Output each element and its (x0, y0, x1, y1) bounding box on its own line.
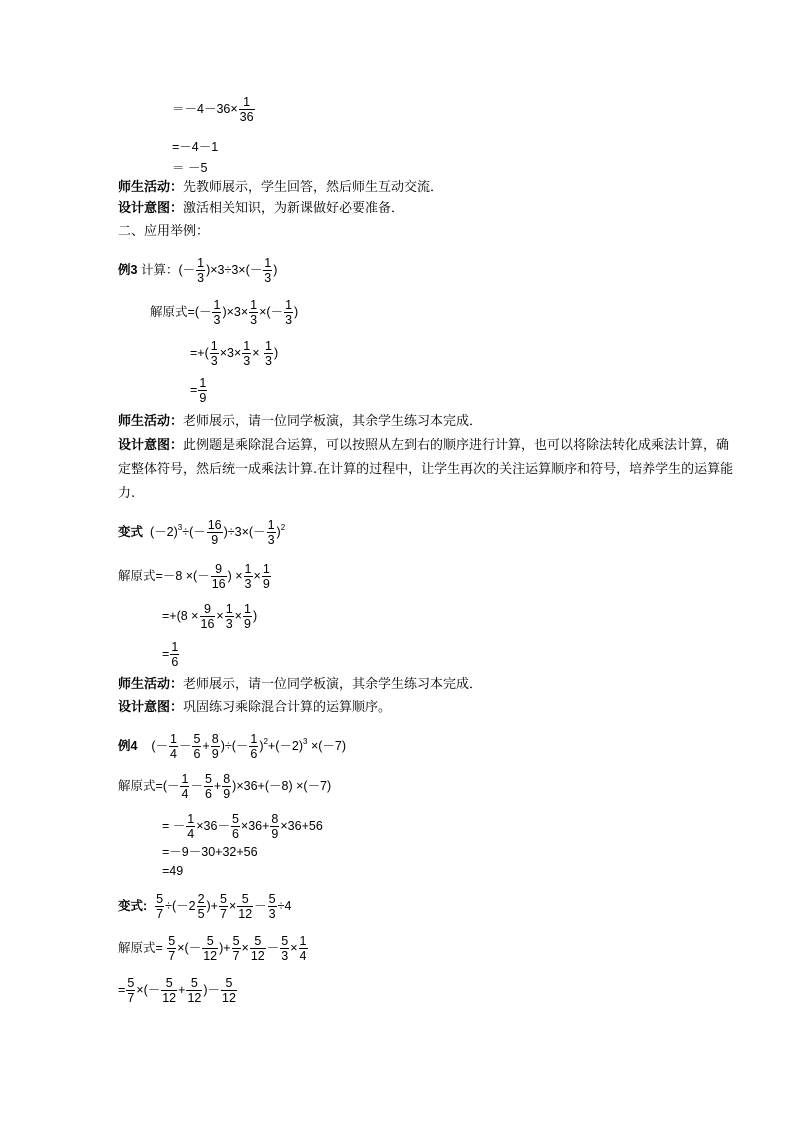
ex4-solution-line-1: 解原式=(－ $\frac{1}{4}$ － $\frac{5}{6}$ + $\frac{8}{9}$ )×36+(－8) ×(－7) (118, 772, 332, 801)
fraction: $\frac{5}{7}$ (168, 934, 176, 963)
fraction: $\frac{9}{16}$ (211, 562, 226, 591)
fraction: $\frac{1}{3}$ (267, 518, 275, 547)
ex4-solution-line-2: = － $\frac{1}{4}$ ×36－ $\frac{5}{6}$ ×36+ $\frac{8}{9}$ ×36+56 (162, 812, 323, 841)
fraction: $\frac{9}{16}$ (200, 602, 215, 631)
fraction: $\frac{1}{3}$ (213, 298, 221, 327)
fraction: $\frac{1}{3}$ (265, 339, 272, 368)
var1-solution-line-3: = $\frac{1}{6}$ (162, 640, 179, 669)
calc-line-2: =－4－1 (172, 140, 219, 154)
intent-1: 设计意图：激活相关知识，为新课做好必要准备． (118, 201, 405, 216)
intent-3: 设计意图：巩固练习乘除混合计算的运算顺序。 (118, 700, 392, 715)
intent-2: 设计意图：此例题是乘除混合运算，可以按照从左到右的顺序进行计算，也可以将除法转化成乘法计算，确定整体符号，然后统一成乘法计算.在计算的过程中，让学生再次的关注运算顺序和符号，培养学生的运算能力. (118, 438, 734, 501)
fraction: $\frac{5}{12}$ (162, 976, 177, 1005)
fraction: $\frac{5}{3}$ (281, 934, 289, 963)
fraction: $\frac{1}{6}$ (250, 732, 258, 761)
fraction: $\frac{1}{36}$ (239, 95, 254, 124)
fraction: $\frac{5}{7}$ (219, 892, 227, 921)
fraction: $\frac{5}{6}$ (204, 772, 212, 801)
fraction: $\frac{5}{7}$ (156, 892, 164, 921)
variant-2: 变式: $\frac{5}{7}$ ÷(－2 $\frac{2}{5}$ )+ $\frac{5}{7}$ × $\frac{5}{12}$ － $\frac{5}{3}$ ÷4 (118, 892, 292, 921)
variant-1: 变式 $(-2)^3\div(-$ $\frac{16}{9}$ )÷3×(－ $\frac{1}{3}$ )$^2$ (118, 518, 286, 547)
var1-solution-line-1: 解原式=－8 ×(－ $\frac{9}{16}$ ) × $\frac{1}{3}$ × $\frac{1}{9}$ (118, 562, 270, 591)
fraction: $\frac{5}{7}$ (232, 934, 240, 963)
fraction: $\frac{5}{12}$ (238, 892, 253, 921)
fraction: $\frac{2}{5}$ (197, 892, 205, 921)
fraction: $\frac{5}{6}$ (231, 812, 239, 841)
fraction: $\frac{1}{6}$ (171, 640, 179, 669)
calc-text: ＝－4－36× (172, 101, 238, 116)
example-3: 例3 计算：(－ $\frac{1}{3}$ )×3÷3×(－ $\frac{1}{3}$ ) (118, 256, 278, 285)
fraction: $\frac{8}{9}$ (271, 812, 279, 841)
fraction: $\frac{5}{6}$ (193, 732, 201, 761)
fraction: $\frac{1}{3}$ (210, 339, 218, 368)
fraction: $\frac{1}{3}$ (244, 562, 252, 591)
fraction: $\frac{5}{12}$ (203, 934, 218, 963)
ex4-solution-line-3: =－9－30+32+56 (162, 845, 258, 859)
fraction: $\frac{1}{4}$ (170, 732, 177, 761)
activity-2: 师生活动：老师展示，请一位同学板演，其余学生练习本完成． (118, 414, 483, 429)
fraction: $\frac{1}{9}$ (199, 376, 207, 405)
fraction: $\frac{1}{4}$ (299, 934, 307, 963)
fraction: $\frac{1}{4}$ (187, 812, 195, 841)
fraction: $\frac{1}{3}$ (243, 339, 251, 368)
fraction: $\frac{5}{12}$ (222, 976, 236, 1005)
fraction: $\frac{1}{3}$ (250, 298, 258, 327)
fraction: $\frac{5}{12}$ (187, 976, 202, 1005)
calc-line-3: ＝ －5 (172, 161, 208, 175)
ex3-solution-line-2: =+( $\frac{1}{3}$ ×3× $\frac{1}{3}$ × $\frac{1}{3}$ ) (190, 339, 279, 368)
fraction: $\frac{5}{12}$ (250, 934, 265, 963)
fraction: $\frac{1}{9}$ (243, 602, 251, 631)
var2-solution-line-2: = $\frac{5}{7}$ ×(－ $\frac{5}{12}$ + $\frac{5}{12}$ )－ $\frac{5}{12}$ (118, 976, 236, 1005)
fraction: $\frac{1}{3}$ (197, 256, 205, 285)
ex3-solution-line-3: = $\frac{1}{9}$ (190, 376, 207, 405)
calc-line-1 (172, 95, 256, 124)
fraction: $\frac{8}{9}$ (211, 732, 219, 761)
ex4-solution-line-4: =49 (162, 864, 184, 878)
fraction: $\frac{5}{7}$ (127, 976, 135, 1005)
fraction: $\frac{1}{3}$ (225, 602, 233, 631)
activity-3: 师生活动：老师展示，请一位同学板演，其余学生练习本完成． (118, 677, 483, 692)
var2-solution-line-1: 解原式= $\frac{5}{7}$ ×(－ $\frac{5}{12}$ )+ $\frac{5}{7}$ × $\frac{5}{12}$ － $\frac{5}{3}$ × $\frac{1}{4}$ (118, 934, 307, 963)
ex3-solution-line-1: 解原式=(－ $\frac{1}{3}$ )×3× $\frac{1}{3}$ ×(－ $\frac{1}{3}$ ) (150, 298, 299, 327)
fraction: $\frac{1}{4}$ (181, 772, 189, 801)
example-4: 例4 (－ $\frac{1}{4}$ － $\frac{5}{6}$ + $\frac{8}{9}$ )÷(－ $\frac{1}{6}$ )$^2+(-2)^3 \times(-7)$ (118, 732, 347, 761)
fraction: $\frac{1}{3}$ (285, 298, 293, 327)
fraction: $\frac{1}{3}$ (264, 256, 272, 285)
fraction: $\frac{1}{9}$ (262, 562, 270, 591)
fraction: $\frac{8}{9}$ (223, 772, 231, 801)
section-heading: 二、应用举例： (118, 224, 210, 239)
fraction: $\frac{5}{3}$ (268, 892, 276, 921)
var1-solution-line-2: =+(8 × $\frac{9}{16}$ × $\frac{1}{3}$ × $\frac{1}{9}$ ) (162, 602, 258, 631)
fraction: $\frac{16}{9}$ (207, 518, 222, 547)
activity-1: 师生活动：先教师展示，学生回答，然后师生互动交流． (118, 180, 444, 195)
